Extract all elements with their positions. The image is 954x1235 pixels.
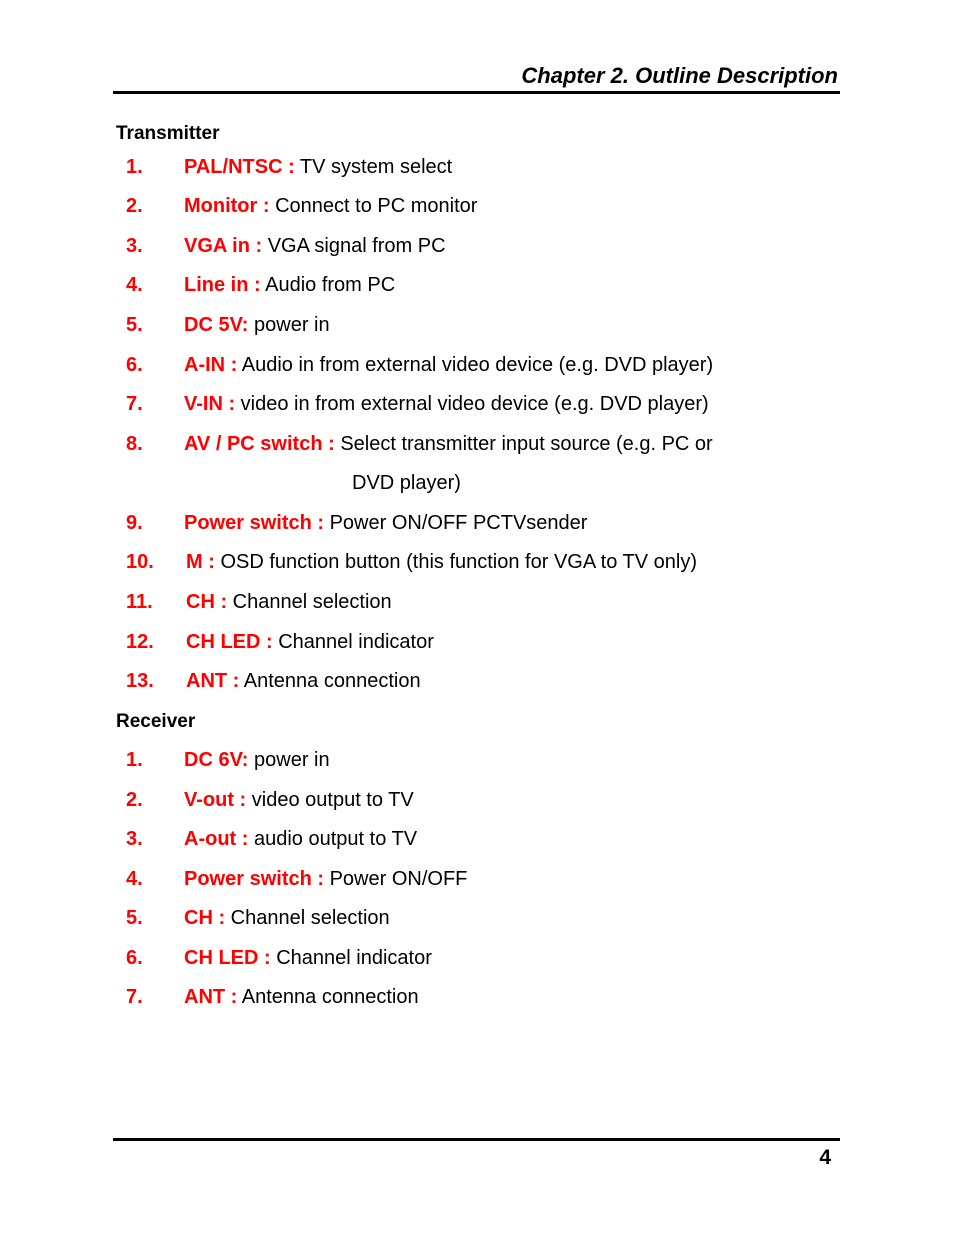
list-item xyxy=(0,865,954,893)
item-description: video in from external video device (e.g. DVD player) xyxy=(235,393,709,415)
item-description-continuation: DVD player) xyxy=(352,472,461,494)
item-label: ANT : xyxy=(186,670,240,692)
list-item xyxy=(0,588,954,616)
item-label: DC 5V: xyxy=(184,314,249,336)
item-label: V-out : xyxy=(184,789,247,811)
list-item xyxy=(0,746,954,774)
item-number: 4. xyxy=(126,274,143,296)
page-number: 4 xyxy=(819,1146,831,1169)
list-item xyxy=(0,271,954,299)
item-number: 3. xyxy=(126,235,143,257)
item-description: Audio in from external video device (e.g. DVD player) xyxy=(237,354,714,376)
item-label: Power switch : xyxy=(184,512,325,534)
item-number: 13. xyxy=(126,670,154,692)
header-rule xyxy=(113,91,840,94)
list-item xyxy=(0,430,954,458)
list-item xyxy=(0,904,954,932)
list-item xyxy=(0,390,954,418)
item-label: PAL/NTSC : xyxy=(184,156,295,178)
item-number: 6. xyxy=(126,354,143,376)
item-label: A-out : xyxy=(184,828,249,850)
item-label: VGA in : xyxy=(184,235,263,257)
item-description: Power ON/OFF PCTVsender xyxy=(324,512,588,534)
list-item xyxy=(0,509,954,537)
item-label: CH : xyxy=(186,591,228,613)
item-number: 12. xyxy=(126,631,154,653)
list-item xyxy=(0,311,954,339)
item-description: Channel selection xyxy=(227,591,392,613)
item-description: power in xyxy=(248,314,330,336)
item-label: CH LED : xyxy=(184,947,271,969)
item-description: OSD function button (this function for VGA to TV only) xyxy=(214,551,697,573)
item-description: Channel indicator xyxy=(272,631,434,653)
item-number: 8. xyxy=(126,433,143,455)
item-description: Power ON/OFF xyxy=(324,868,468,890)
item-number: 11. xyxy=(126,591,153,613)
list-item xyxy=(0,786,954,814)
item-label: V-IN : xyxy=(184,393,236,415)
item-number: 6. xyxy=(126,947,143,969)
item-description: Channel selection xyxy=(225,907,390,929)
item-number: 5. xyxy=(126,907,143,929)
item-label: ANT : xyxy=(184,986,238,1008)
item-number: 2. xyxy=(126,195,143,217)
item-number: 1. xyxy=(126,749,143,771)
list-item xyxy=(0,667,954,695)
item-description: Audio from PC xyxy=(260,274,396,296)
list-item xyxy=(0,232,954,260)
item-number: 9. xyxy=(126,512,143,534)
item-label: Power switch : xyxy=(184,868,325,890)
item-description: Connect to PC monitor xyxy=(269,195,478,217)
item-label: CH LED : xyxy=(186,631,273,653)
list-item xyxy=(0,153,954,181)
item-description: video output to TV xyxy=(246,789,414,811)
item-number: 10. xyxy=(126,551,154,573)
item-description: VGA signal from PC xyxy=(262,235,446,257)
item-description: Antenna connection xyxy=(237,986,419,1008)
item-label: Line in : xyxy=(184,274,261,296)
list-item xyxy=(0,628,954,656)
item-label: CH : xyxy=(184,907,226,929)
item-description: Select transmitter input source (e.g. PC or xyxy=(334,433,713,455)
list-item xyxy=(0,983,954,1011)
footer-rule xyxy=(113,1138,840,1141)
item-description: power in xyxy=(248,749,330,771)
chapter-title: Chapter 2. Outline Description xyxy=(521,63,838,88)
item-number: 3. xyxy=(126,828,143,850)
item-label: DC 6V: xyxy=(184,749,249,771)
list-item xyxy=(0,825,954,853)
item-number: 2. xyxy=(126,789,143,811)
item-label: M : xyxy=(186,551,215,573)
item-label: AV / PC switch : xyxy=(184,433,335,455)
item-label: A-IN : xyxy=(184,354,238,376)
transmitter-heading: Transmitter xyxy=(116,123,220,144)
item-number: 7. xyxy=(126,393,143,415)
item-number: 1. xyxy=(126,156,143,178)
item-description: Antenna connection xyxy=(239,670,421,692)
item-label: Monitor : xyxy=(184,195,270,217)
list-item xyxy=(0,548,954,576)
item-number: 4. xyxy=(126,868,143,890)
item-description: audio output to TV xyxy=(248,828,418,850)
list-item xyxy=(0,944,954,972)
list-item xyxy=(0,192,954,220)
list-item xyxy=(0,351,954,379)
item-description: Channel indicator xyxy=(270,947,432,969)
item-number: 5. xyxy=(126,314,143,336)
receiver-heading: Receiver xyxy=(116,711,196,732)
item-description: TV system select xyxy=(294,156,453,178)
item-number: 7. xyxy=(126,986,143,1008)
